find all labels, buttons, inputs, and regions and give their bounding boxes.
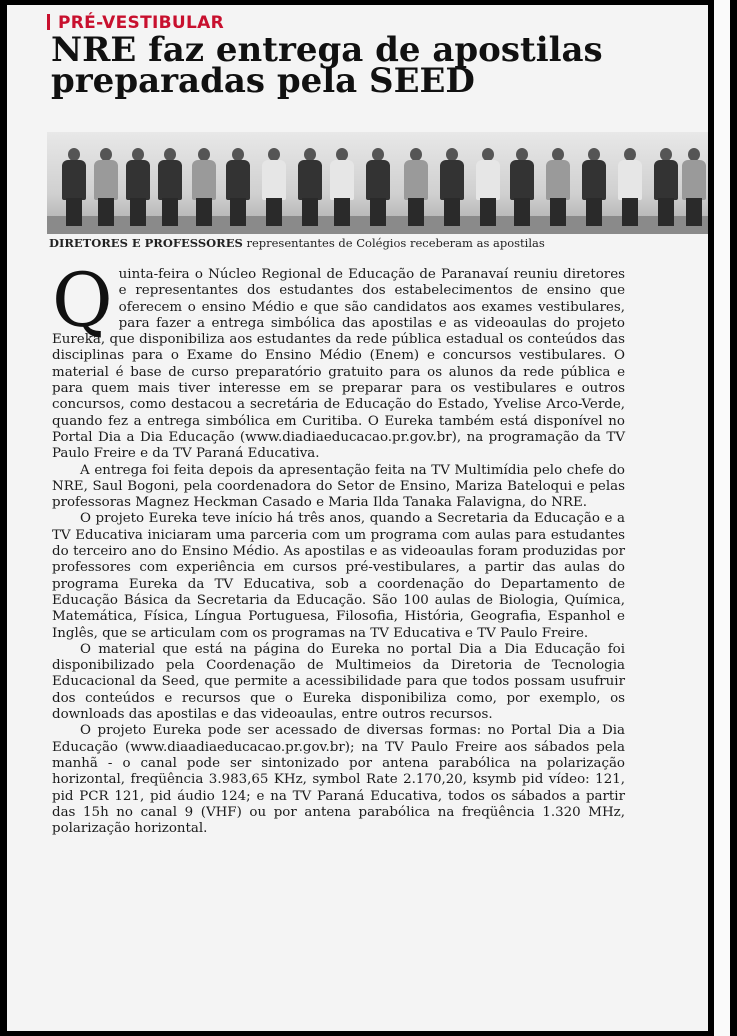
right-border [708,0,737,1036]
photo-person [617,148,643,226]
photo-person [545,148,571,226]
photo-person [581,148,607,226]
photo-person [125,148,151,226]
article-paragraph: O projeto Eureka pode ser acessado de diversas formas: no Portal Dia a Dia Educação (www.diaadiaeducacao.pr.gov.br); na TV Paulo Freire aos sábados pela manhã - o canal pode ser sintonizado por antena parabólica na polarização horizontal, freqüência 3.983,65 KHz, symbol Rate 2.170,20, ksymb pid vídeo: 121, pid PCR 121, pid áudio 124; e na TV Paraná Educativa, todos os sábados a partir das 15h no canal 9 (VHF) ou por antena parabólica na freqüência 1.320 MHz, polarização horizontal. [52,723,625,837]
article-paragraph: O material que está na página do Eureka no portal Dia a Dia Educação foi disponibilizado pela Coordenação de Multimeios da Diretoria de Tecnologia Educacional da Seed, que permite a acessibilidade para que todos possam usufruir dos conteúdos e recursos que o Eureka disponibiliza como, por exemplo, os downloads das apostilas e das videoaulas, entre outros recursos. [52,641,625,723]
photo-person [403,148,429,226]
paragraph-text: uinta-feira o Núcleo Regional de Educação de Paranavaí reuniu diretores e representantes dos estudantes dos estabelecimentos de ensino que oferecem o ensino Médio e que são candidatos aos exames vestibulares, para fazer a entrega simbólica das apostilas e as videoaulas do projeto Eureka, que disponibiliza aos estudantes da rede pública estadual os conteúdos das disciplinas para o Exame do Ensino Médio (Enem) e concursos vestibulares. O material é base de curso preparatório gratuito para os alunos da rede pública e para quem mais tiver interesse em se preparar para os vestibulares e outros concursos, como destacou a secretária de Educação do Estado, Yvelise Arco-Verde, quando fez a entrega simbólica em Curitiba. O Eureka também está disponível no Portal Dia a Dia Educação (www.diadiaeducacao.pr.gov.br), na programação da TV Paulo Freire e da TV Paraná Educativa. [52,267,625,462]
photo-person [191,148,217,226]
photo-person [297,148,323,226]
photo-person [329,148,355,226]
newspaper-page [7,5,708,1031]
section-bar [47,14,50,30]
section-label-text: PRÉ-VESTIBULAR [58,13,224,33]
photo-person [225,148,251,226]
caption-bold: DIRETORES E PROFESSORES [49,236,243,250]
drop-cap: Q [52,258,113,344]
article-paragraph: A entrega foi feita depois da apresentação feita na TV Multimídia pelo chefe do NRE, Saul Bogoni, pela coordenadora do Setor de Ensino, Mariza Bateloqui e pelas professoras Magnez Heckman Casado e Maria Ilda Tanaka Falavigna, do NRE. [52,462,625,511]
article-paragraph: O projeto Eureka teve início há três anos, quando a Secretaria da Educação e a TV Educativa iniciaram uma parceria com um programa com aulas para estudantes do terceiro ano do Ensino Médio. As apostilas e as videoaulas foram produzidas por professores com experiência em cursos pré-vestibulares, a partir das aulas do programa Eureka da TV Educativa, sob a coordenação do Departamento de Educação Básica da Secretaria da Educação. São 100 aulas de Biologia, Química, Matemática, Física, Língua Portuguesa, Filosofia, História, Geografia, Espanhol e Inglês, que se articulam com os programas na TV Educativa e TV Paulo Freire. [52,511,625,641]
photo-person [475,148,501,226]
headline: NRE faz entrega de apostilas preparadas pela SEED [51,30,603,101]
group-photo [47,132,708,234]
photo-person [653,148,679,226]
photo-person [61,148,87,226]
caption-text: representantes de Colégios receberam as apostilas [242,236,545,250]
photo-person [261,148,287,226]
photo-person [509,148,535,226]
photo-person [157,148,183,226]
photo-person [93,148,119,226]
article-body [52,258,625,837]
right-border-strip [714,0,730,1036]
article-paragraph [52,258,625,463]
photo-person [681,148,707,226]
photo-person [365,148,391,226]
photo-caption [49,237,569,250]
photo-person [439,148,465,226]
